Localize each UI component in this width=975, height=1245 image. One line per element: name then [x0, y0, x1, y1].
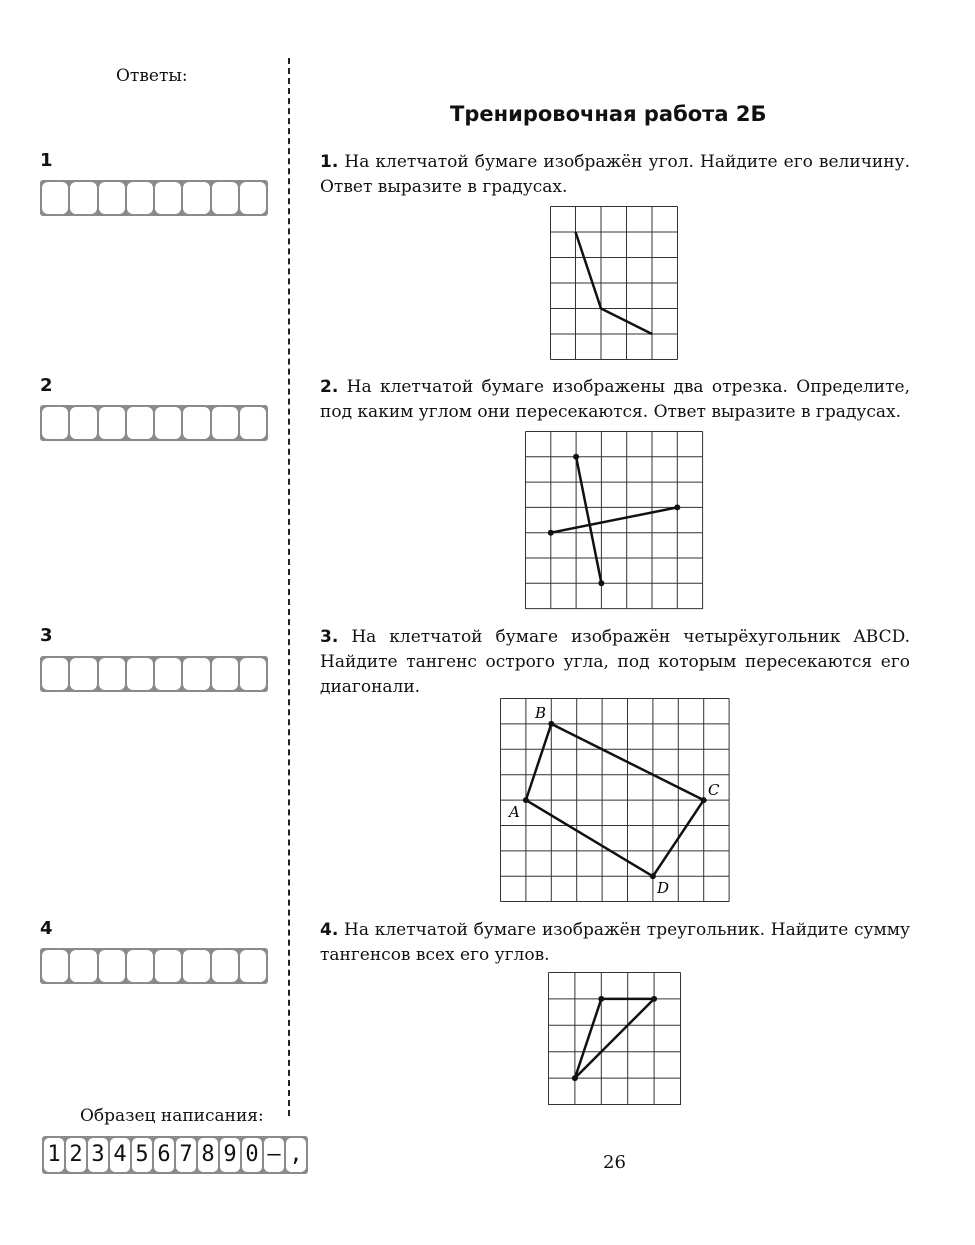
sample-char: 5 [132, 1138, 152, 1172]
problem-number: 4. [320, 920, 339, 940]
sample-char: – [264, 1138, 284, 1172]
sample-char: 7 [176, 1138, 196, 1172]
answers-title: Ответы: [116, 66, 188, 86]
sample-char: 0 [242, 1138, 262, 1172]
segment-1 [576, 457, 601, 584]
answer-input-3[interactable] [40, 656, 268, 692]
answer-label-4: 4 [40, 918, 53, 939]
vertex-label-d: D [657, 879, 670, 897]
sample-char: 8 [198, 1138, 218, 1172]
vertex-label-b: B [535, 704, 547, 722]
column-divider [288, 58, 290, 1116]
problem-text: На клетчатой бумаге изображён треугольник. Найдите сумму тангенсов всех его углов. [320, 920, 910, 965]
figure-1-grid [550, 206, 680, 361]
problem-text: На клетчатой бумаге изображён угол. Найдите его величину. Ответ выразите в градусах. [320, 152, 910, 197]
figure-4-grid [548, 972, 684, 1108]
problem-text: На клетчатой бумаге изображён четырёхугольник ABCD. Найдите тангенс острого угла, под которым пересекаются его диагонали. [320, 627, 910, 697]
answer-input-4[interactable] [40, 948, 268, 984]
answer-input-2[interactable] [40, 405, 268, 441]
problem-text: На клетчатой бумаге изображены два отрезка. Определите, под каким углом они пересекаются. Ответ выразите в градусах. [320, 377, 910, 422]
sample-char: 1 [44, 1138, 64, 1172]
answer-input-1[interactable] [40, 180, 268, 216]
sample-char: 4 [110, 1138, 130, 1172]
sample-char: 9 [220, 1138, 240, 1172]
sample-char: 6 [154, 1138, 174, 1172]
figure-2-grid [525, 431, 705, 611]
figure-3-grid [500, 698, 732, 904]
page-title: Тренировочная работа 2Б [450, 102, 767, 126]
triangle [575, 999, 654, 1078]
vertex-label-a: A [509, 803, 520, 821]
vertex-label-c: C [708, 781, 720, 799]
page-number: 26 [603, 1152, 626, 1173]
answer-label-3: 3 [40, 625, 53, 646]
sample-writing [42, 1136, 308, 1174]
sample-char: , [286, 1138, 306, 1172]
problem-number: 2. [320, 377, 339, 397]
problem-4 [320, 918, 910, 968]
problem-number: 1. [320, 152, 339, 172]
problem-2 [320, 375, 910, 425]
problem-3 [320, 625, 910, 700]
answer-label-2: 2 [40, 375, 53, 396]
sample-char: 3 [88, 1138, 108, 1172]
segment-2 [551, 507, 678, 532]
problem-number: 3. [320, 627, 339, 647]
answer-label-1: 1 [40, 150, 53, 171]
sample-label: Образец написания: [80, 1106, 264, 1126]
problem-1 [320, 150, 910, 200]
sample-char: 2 [66, 1138, 86, 1172]
